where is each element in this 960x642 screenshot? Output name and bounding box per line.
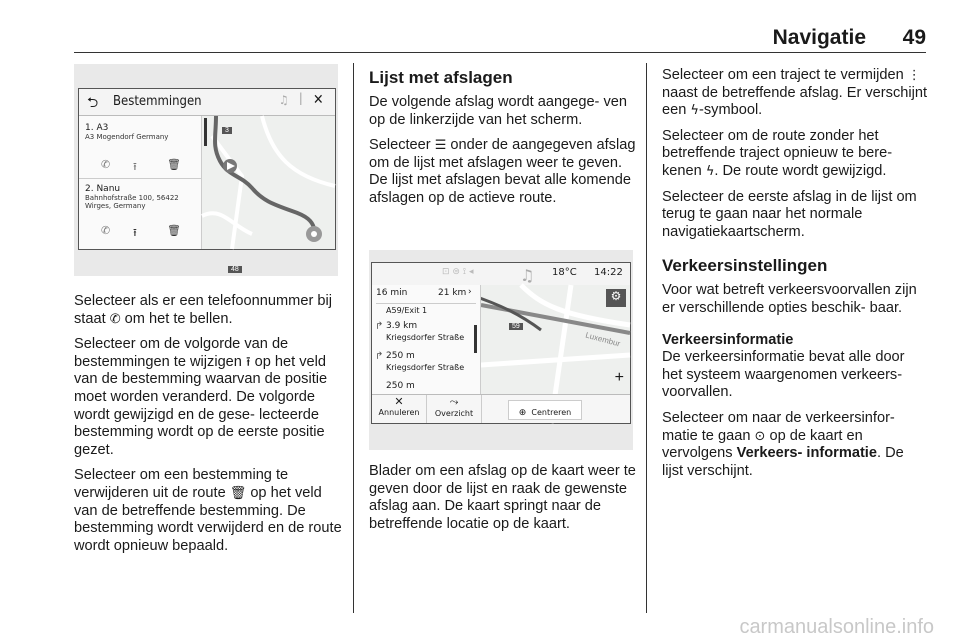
- figure-turn-list: [369, 250, 633, 450]
- gear-icon[interactable]: ⚙: [606, 289, 626, 307]
- turn-distance: 3.9 km: [386, 321, 418, 331]
- watermark: carmanualsonline.info: [739, 616, 934, 638]
- trash-icon[interactable]: 🗑: [167, 224, 181, 237]
- back-icon[interactable]: ⮌: [87, 95, 99, 111]
- turn-list: [372, 285, 481, 395]
- list-divider: [376, 303, 476, 304]
- subsection-heading: Verkeersinformatie: [662, 331, 794, 348]
- temperature: 18°C: [552, 267, 577, 278]
- bottom-toolbar: [372, 394, 630, 423]
- map-graphic: [202, 116, 335, 249]
- destination-list: [79, 116, 202, 249]
- phone-icon: ✆: [109, 311, 121, 327]
- screen-title-bar: [79, 89, 335, 116]
- paragraph: Selecteer om de volgorde van de bestemmingen te wijzigen ⭱ op het veld van de bestemming waarvan de positie moet worden veranderd. De volgorde wordt gewijzigd en de gese- lecteerde bestemming wordt op de eerste positie gezet.: [74, 336, 328, 458]
- more-icon: ⋮: [907, 68, 921, 83]
- paragraph: Blader om een afslag op de kaart weer te geven door de lijst en raak de gewenste afslag aan. De kaart springt naar de betreffende locatie op de kaart.: [369, 463, 636, 532]
- column-3: [662, 67, 928, 488]
- list-item[interactable]: [85, 184, 179, 210]
- move-top-icon[interactable]: ⭱: [133, 226, 137, 239]
- paragraph: Selecteer om een bestemming te verwijderen uit de route 🗑 op het veld van de betreffende bestemming. De bestemming wordt verwijderd en de route wordt opnieuw bepaald.: [74, 467, 342, 554]
- route-map[interactable]: [202, 116, 335, 273]
- turn-distance: 250 m: [386, 381, 415, 391]
- screen-title: Bestemmingen: [113, 94, 202, 109]
- turn-street: Kriegsdorfer Straße: [386, 363, 465, 372]
- destination-title: 2. Nanu: [85, 184, 121, 194]
- column-2: [369, 67, 637, 216]
- turn-arrow-icon: ↱: [375, 351, 384, 362]
- list-divider: [79, 178, 201, 179]
- paragraph: Selecteer om een traject te vermijden ⋮ naast de betreffende afslag. Er verschijnt een ϟ-symbool.: [662, 67, 928, 119]
- music-icon[interactable]: ♫: [279, 93, 289, 107]
- turn-distance: 250 m: [386, 351, 415, 361]
- route-distance[interactable]: 21 km: [438, 288, 467, 298]
- paragraph: De verkeersinformatie bevat alle door het systeem waargenomen verkeers- voorvallen.: [662, 349, 905, 401]
- section-heading: Verkeersinstellingen: [662, 256, 828, 276]
- destination-address: Wirges, Germany: [85, 202, 146, 210]
- avoid-icon: ϟ: [705, 163, 715, 179]
- phone-icon[interactable]: ✆: [101, 224, 111, 237]
- road-shield: 3: [222, 127, 232, 134]
- crosshair-icon: ⊙: [754, 428, 766, 444]
- trash-icon[interactable]: 🗑: [167, 158, 181, 171]
- paragraph: Selecteer ☰ onder de aangegeven afslag om de lijst met afslagen weer te geven. De lijst met afslagen bevat alle komende afslagen op de actieve route.: [369, 137, 636, 206]
- paragraph: Selecteer om naar de verkeersinfor- matie te gaan ⊙ op de kaart en vervolgens Verkeers- informatie. De lijst verschijnt.: [662, 409, 904, 479]
- column-2-bottom: [369, 463, 637, 541]
- paragraph: Selecteer als er een telefoonnummer bij staat ✆ om het te bellen.: [74, 293, 332, 327]
- section-heading: Lijst met afslagen: [369, 68, 513, 87]
- list-item[interactable]: [85, 123, 168, 141]
- crosshair-icon: ⊕: [518, 408, 527, 418]
- turn-street: Kriegsdorfer Straße: [386, 333, 465, 342]
- destination-address: Bahnhofstraße 100, 56422: [85, 194, 179, 202]
- turn-list-screen: [371, 262, 631, 424]
- close-icon[interactable]: ✕: [313, 92, 324, 108]
- overview-button[interactable]: ⤳ Overzicht: [427, 395, 482, 423]
- cancel-button[interactable]: ✕ Annuleren: [372, 395, 427, 423]
- road-shield: 59: [509, 323, 523, 330]
- road-shield: 48: [228, 266, 242, 273]
- turn-arrow-icon: ↱: [375, 321, 384, 332]
- avoid-icon: ϟ: [690, 103, 699, 119]
- status-icons: ⊡ ⊜ ⟟ ◂: [442, 267, 474, 277]
- move-top-icon: ⭱: [245, 354, 251, 370]
- page-title: Navigatie: [772, 26, 866, 49]
- status-bar: [372, 263, 630, 286]
- close-icon: ✕: [394, 395, 404, 408]
- music-icon[interactable]: ♫: [520, 266, 535, 285]
- column-1: [74, 293, 344, 563]
- header-rule: [74, 52, 926, 53]
- route-icon: ⤳: [449, 395, 459, 408]
- paragraph: Selecteer de eerste afslag in de lijst om terug te gaan naar het normale navigatiekaartscherm.: [662, 188, 917, 240]
- chevron-right-icon: ›: [468, 287, 472, 297]
- list-icon: ☰: [434, 138, 447, 154]
- destination-address: A3 Mogendorf Germany: [85, 133, 169, 141]
- clock: 14:22: [594, 267, 623, 278]
- list-item[interactable]: A59/Exit 1: [386, 306, 428, 315]
- bar-divider: |: [299, 91, 303, 105]
- route-time: 16 min: [376, 288, 408, 298]
- page-number: 49: [902, 26, 926, 49]
- map-label: Luxembur: [584, 330, 622, 349]
- phone-icon[interactable]: ✆: [101, 158, 111, 171]
- column-divider: [646, 63, 647, 613]
- page-header: [74, 26, 926, 50]
- destinations-screen: [78, 88, 336, 273]
- trash-icon: 🗑: [229, 485, 247, 501]
- paragraph: De volgende afslag wordt aangege- ven op de linkerzijde van het scherm.: [369, 94, 627, 128]
- destination-title: 1. A3: [85, 123, 109, 133]
- paragraph: Voor wat betreft verkeersvoorvallen zijn er verschillende opties beschik- baar.: [662, 282, 917, 316]
- paragraph: Selecteer om de route zonder het betreffende traject opnieuw te bere- kenen ϟ. De route wordt gewijzigd.: [662, 127, 893, 179]
- scrollbar[interactable]: [474, 325, 477, 353]
- figure-destinations: [74, 64, 338, 276]
- column-divider: [353, 63, 354, 613]
- move-top-icon[interactable]: ⭱: [133, 160, 137, 173]
- center-button[interactable]: ⊕ Centreren: [508, 400, 582, 420]
- zoom-in-icon[interactable]: +: [614, 369, 624, 386]
